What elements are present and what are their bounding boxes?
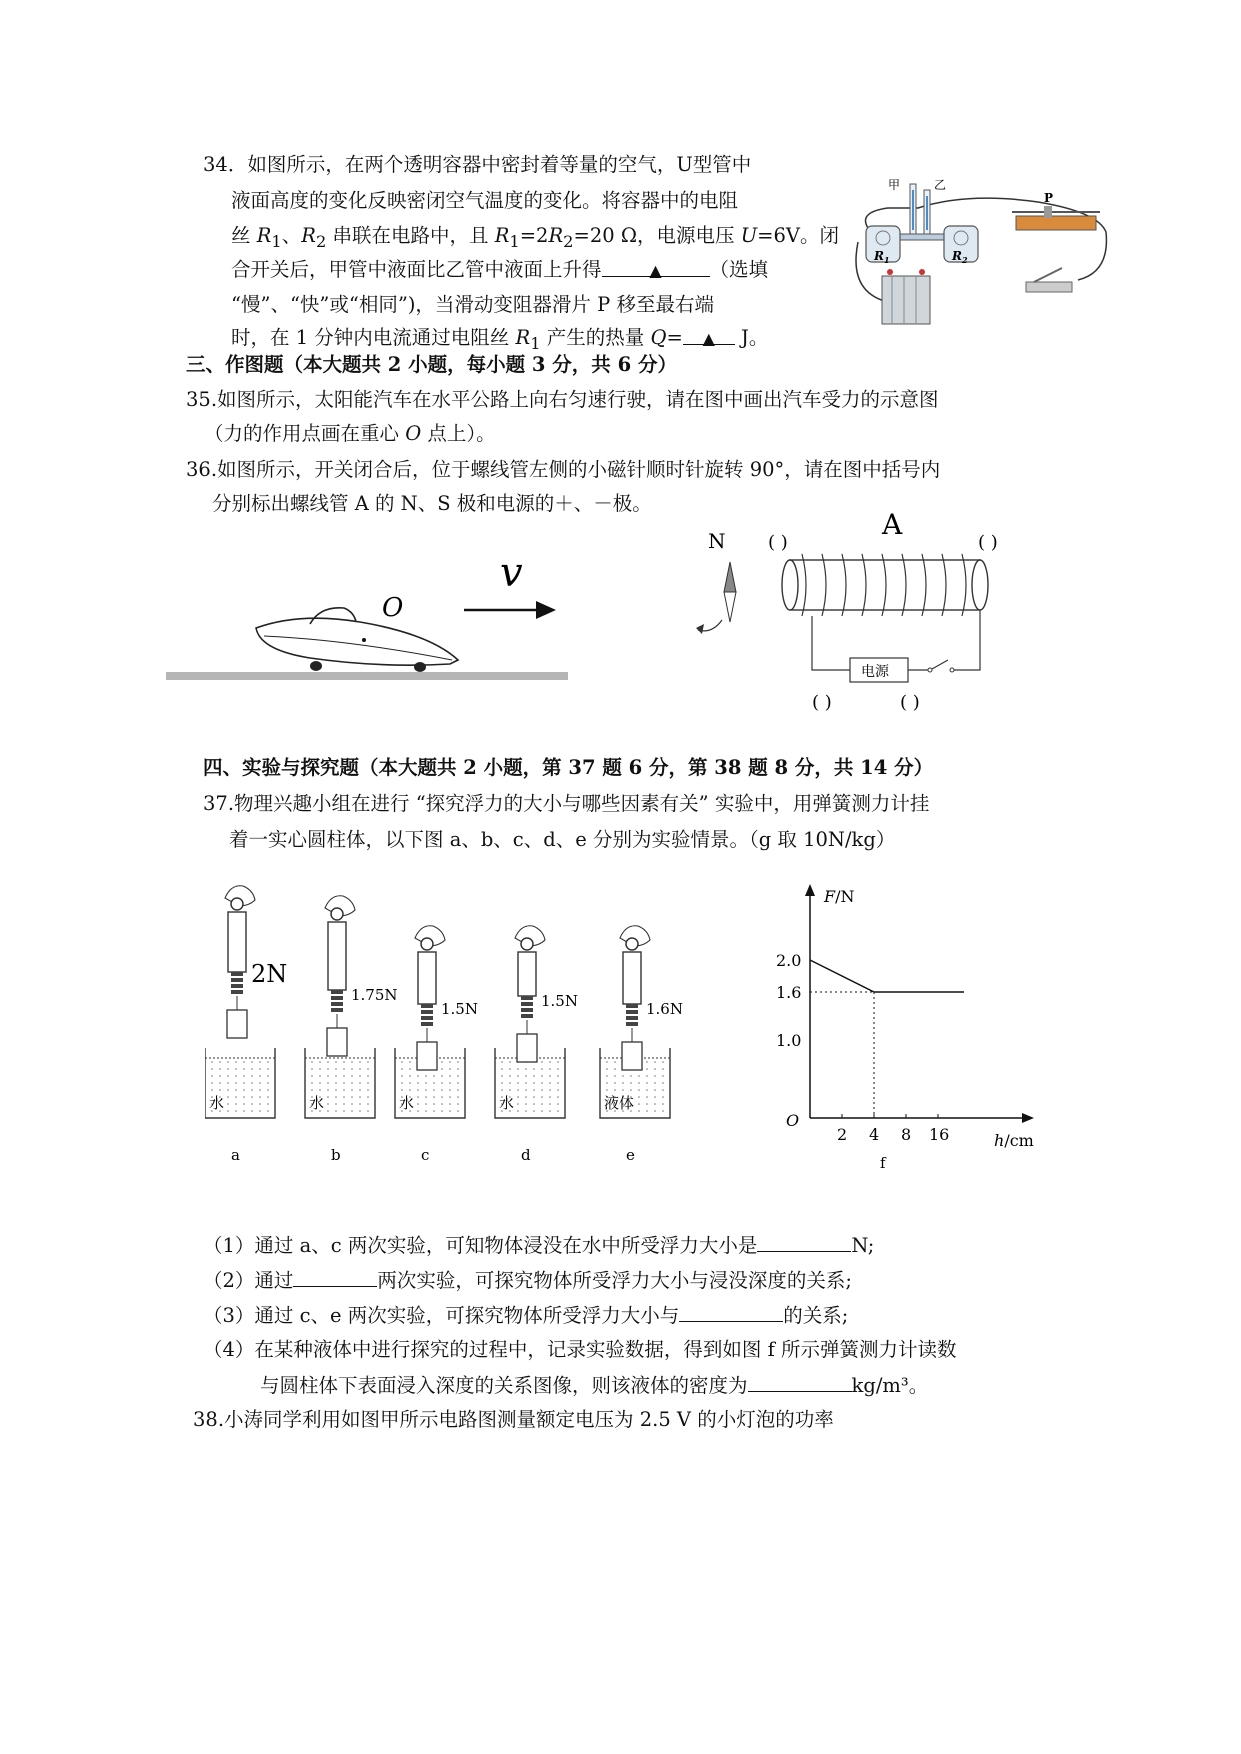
q37-answer-blank-2[interactable]: [293, 1266, 377, 1287]
q35-line-2: （力的作用点画在重心 O 点上）。: [204, 422, 496, 445]
x-tick-label: 8: [901, 1125, 912, 1144]
section-4-heading: 四、实验与探究题（本大题共 2 小题，第 37 题 6 分，第 38 题 8 分，共 14 分）: [203, 756, 934, 779]
q35-line-1: 35.如图所示，太阳能汽车在水平公路上向右匀速行驶，请在图中画出汽车受力的示意图: [186, 388, 939, 411]
q36-bracket-power-right[interactable]: ( ): [900, 692, 920, 713]
q34-line-1: 34．如图所示，在两个透明容器中密封着等量的空气，U型管中: [203, 153, 752, 176]
y-axis-label: F/N: [824, 887, 855, 906]
force-depth-line: [810, 960, 964, 992]
q36-fig-A: A: [882, 512, 903, 541]
cylinder-block: [227, 1010, 247, 1038]
q34-line-3: 丝 $R_1$、$R_2$ 串联在电路中，且 $R_1=2R_2=20$ Ω，电源电压 U=6V。闭: [231, 224, 839, 251]
figure-letter: e: [626, 1146, 635, 1164]
beaker-b: [305, 896, 398, 1164]
cylinder-block: [622, 1042, 642, 1070]
liquid-label: 液体: [604, 1094, 635, 1112]
solar-car-body: [256, 618, 458, 665]
magnetic-needle: [724, 562, 736, 592]
q37-answer-blank-1[interactable]: [757, 1231, 851, 1252]
q37-sub-1: （1）通过 a、c 两次实验，可知物体浸没在水中所受浮力大小是 N;: [203, 1231, 874, 1260]
q35-fig-O: O: [382, 593, 404, 623]
q34-fig-R2: $R_2$: [952, 249, 968, 265]
beaker-e: [600, 926, 683, 1164]
scale-reading: 1.5N: [441, 1000, 478, 1018]
liquid-label: 水: [399, 1094, 415, 1112]
q34-answer-blank-1[interactable]: ▲: [602, 256, 710, 277]
figure-letter: d: [521, 1146, 531, 1164]
q37-beakers-figure: [205, 878, 725, 1178]
q37-sub-4-line-1: （4）在某种液体中进行探究的过程中，记录实验数据，得到如图 f 所示弹簧测力计读数: [203, 1338, 957, 1361]
q36-solenoid-figure: [690, 512, 1070, 722]
road-surface: [166, 672, 568, 680]
q34-fig-R1: $R_1$: [874, 249, 890, 265]
x-axis-label: h/cm: [994, 1131, 1034, 1150]
cylinder-block: [517, 1034, 537, 1062]
q37-answer-blank-3[interactable]: [679, 1301, 783, 1322]
q36-line-1: 36.如图所示，开关闭合后，位于螺线管左侧的小磁针顺时针旋转 90°，请在图中括号内: [186, 458, 941, 481]
scale-reading: 1.6N: [646, 1000, 683, 1018]
spring-scale: [518, 952, 536, 996]
scale-reading: 1.75N: [351, 986, 398, 1004]
y-tick-label: 1.0: [776, 1031, 802, 1050]
x-tick-label: 2: [837, 1125, 848, 1144]
figure-letter: c: [421, 1146, 430, 1164]
liquid-label: 水: [209, 1094, 225, 1112]
q36-bracket-left[interactable]: ( ): [768, 532, 788, 553]
liquid-label: 水: [499, 1094, 515, 1112]
q34-circuit-figure: [848, 172, 1118, 332]
q36-bracket-right[interactable]: ( ): [978, 532, 998, 553]
q34-line-4: 合开关后，甲管中液面比乙管中液面上升得 ▲ （选填: [231, 258, 769, 281]
q34-line-6: 时，在 1 分钟内电流通过电阻丝 $R_1$ 产生的热量 Q= ▲ J。: [231, 326, 769, 353]
spring-scale: [418, 952, 436, 1004]
q34-answer-blank-2[interactable]: ▲: [683, 324, 735, 345]
q36-bracket-power-left[interactable]: ( ): [812, 692, 832, 713]
x-tick-label: 4: [869, 1125, 880, 1144]
cylinder-block: [327, 1028, 347, 1056]
q36-fig-power: 电源: [861, 664, 889, 680]
spring-scale: [228, 912, 246, 972]
scale-reading: 2N: [251, 960, 288, 988]
liquid-label: 水: [309, 1094, 325, 1112]
y-tick-label: 2.0: [776, 951, 802, 970]
q34-line-5: “慢”、“快”或“相同”)，当滑动变阻器滑片 P 移至最右端: [231, 293, 714, 316]
beaker-d: [495, 926, 578, 1164]
q37-graph-figure: [740, 878, 1040, 1178]
beaker-c: [395, 926, 478, 1164]
figure-letter-f: f: [880, 1154, 886, 1172]
q36-line-2: 分别标出螺线管 A 的 N、S 极和电源的＋、－极。: [212, 492, 652, 515]
figure-letter: b: [331, 1146, 341, 1164]
q37-line-2: 着一实心圆柱体，以下图 a、b、c、d、e 分别为实验情景。（g 取 10N/kg）: [229, 828, 896, 851]
origin-label: O: [786, 1111, 800, 1130]
section-3-heading: 三、作图题（本大题共 2 小题，每小题 3 分，共 6 分）: [186, 353, 677, 376]
q34-fig-jia: 甲: [888, 178, 901, 192]
switch-lever: [932, 660, 948, 669]
q35-solar-car-figure: [160, 540, 580, 690]
spring-scale: [328, 922, 346, 990]
q37-sub-4-line-2: 与圆柱体下表面浸入深度的关系图像，则该液体的密度为 kg/m³。: [260, 1371, 928, 1400]
q34-line-2: 液面高度的变化反映密闭空气温度的变化。将容器中的电阻: [231, 189, 739, 212]
cylinder-block: [417, 1042, 437, 1070]
q37-line-1: 37.物理兴趣小组在进行 “探究浮力的大小与哪些因素有关” 实验中，用弹簧测力计挂: [203, 792, 930, 815]
y-tick-label: 1.6: [776, 983, 802, 1002]
q34-fig-P: P: [1044, 191, 1054, 205]
spring-scale: [623, 952, 641, 1004]
q38-line-1: 38.小涛同学利用如图甲所示电路图测量额定电压为 2.5 V 的小灯泡的功率: [193, 1408, 834, 1431]
q37-sub-3: （3）通过 c、e 两次实验，可探究物体所受浮力大小与 的关系;: [203, 1301, 848, 1330]
q35-fig-v: v: [500, 550, 523, 596]
beaker-a: [205, 886, 287, 1164]
center-of-gravity-point: [362, 638, 366, 642]
scale-reading: 1.5N: [541, 992, 578, 1010]
q34-fig-yi: 乙: [934, 178, 947, 192]
q37-answer-blank-4[interactable]: [748, 1371, 852, 1392]
figure-letter: a: [231, 1146, 240, 1164]
q36-fig-N: N: [708, 529, 726, 553]
x-tick-label: 16: [929, 1125, 950, 1144]
q37-sub-2: （2）通过 两次实验，可探究物体所受浮力大小与浸没深度的关系;: [203, 1266, 852, 1295]
